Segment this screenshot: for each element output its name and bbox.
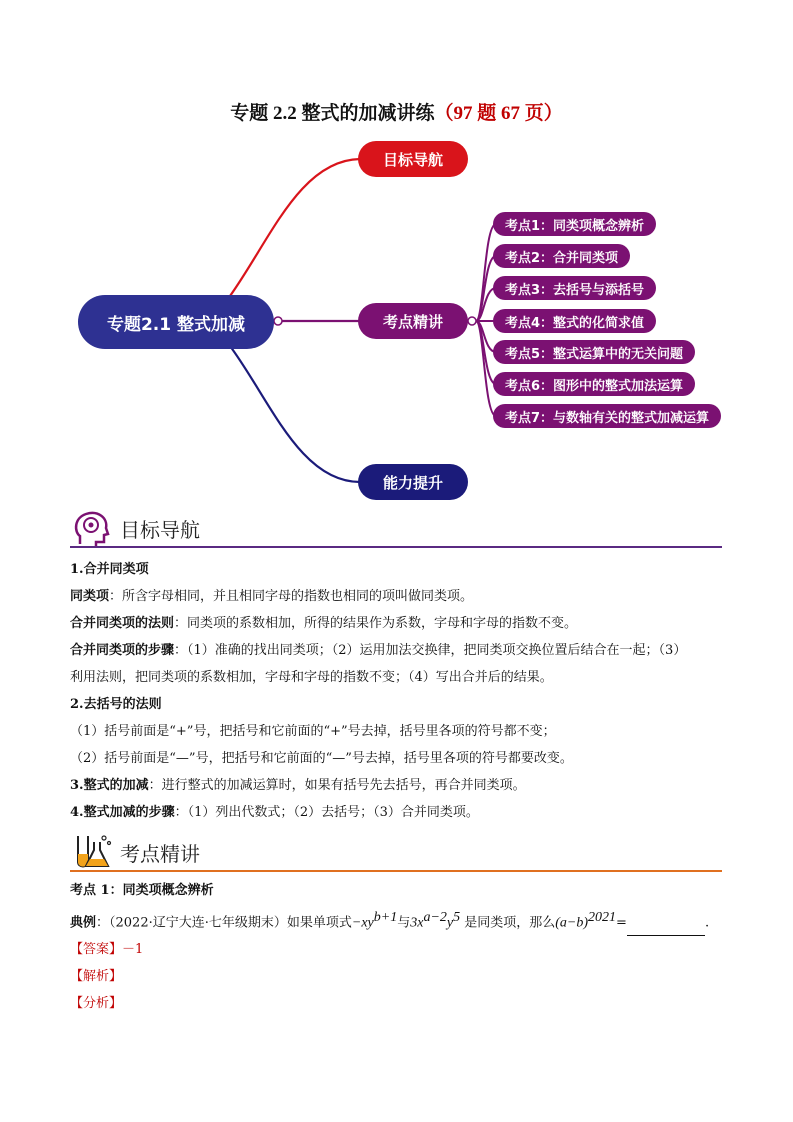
connector-root-branch3 [230,346,360,482]
mindmap-leaf-5: 考点5：整式运算中的无关问题 [493,340,695,364]
points-content [70,877,730,1017]
mindmap-branch-points: 考点精讲 [358,303,468,339]
root-node-dot [274,317,282,325]
connector-root-branch1 [230,159,360,296]
section-points-title: 考点精讲 [120,842,200,866]
section-goal-title: 目标导航 [120,518,200,542]
mindmap-leaf-2: 考点2：合并同类项 [493,244,630,268]
goal-para-4: （1）括号前面是“+”号，把括号和它前面的“+”号去掉，括号里各项的符号都不变； [70,724,556,739]
goal-para-1: 同类项：所含字母相同，并且相同字母的指数也相同的项叫做同类项。 [70,589,474,604]
section-goal-heading [70,508,722,548]
mindmap-root: 专题2.1 整式加减 [78,295,274,349]
section-points-heading [70,832,722,872]
branch2-node-dot [468,317,476,325]
connector-leaf-1 [476,224,496,321]
example-question: 典例：（2022·辽宁大连·七年级期末）如果单项式$-xy^{b+1}$与$3x^{a-2}y^5$ 是同类项，那么$(a-b)^{2021}=$ . [70,904,730,936]
mindmap-branch-goal: 目标导航 [358,141,468,177]
connector-leaf-7 [476,321,496,416]
section-goal-underline [70,546,722,548]
title-count: （97 题 67 页） [434,103,563,124]
goal-para-3: 合并同类项的步骤：（1）准确的找出同类项；（2）运用加法交换律，把同类项交换位置后结合在一起；（3） [70,643,687,658]
goal-para-7: 4.整式加减的步骤：（1）列出代数式；（2）去括号；（3）合并同类项。 [70,805,479,820]
mindmap-leaf-6: 考点6：图形中的整式加法运算 [493,372,695,396]
answer-blank [627,921,705,936]
fenxi-label: 【分析】 [70,996,123,1012]
goal-para-6: 3.整式的加减：进行整式的加减运算时，如果有括号先去括号，再合并同类项。 [70,778,526,793]
mindmap-leaf-3: 考点3：去括号与添括号 [493,276,656,300]
lab-flask-icon [70,832,114,872]
mindmap-leaf-7: 考点7：与数轴有关的整式加减运算 [493,404,721,428]
analysis-label: 【解析】 [70,969,123,985]
answer-line: 【答案】－1 [70,942,144,958]
mindmap-connectors [0,0,793,520]
goal-para-5: （2）括号前面是“—”号，把括号和它前面的“—”号去掉，括号里各项的符号都要改变。 [70,751,573,766]
goal-heading-1: 1.合并同类项 [70,562,149,577]
head-brain-icon [70,508,114,548]
goal-para-3b: 利用法则，把同类项的系数相加，字母和字母的指数不变；（4）写出合并后的结果。 [70,670,553,685]
mindmap-branch-ability: 能力提升 [358,464,468,500]
title-main: 专题 2.2 整式的加减讲练 [230,103,435,124]
point-1-title: 考点 1：同类项概念辨析 [70,883,214,898]
section-points-underline [70,870,722,872]
goal-heading-2: 2.去括号的法则 [70,697,162,712]
goal-para-2: 合并同类项的法则：同类项的系数相加，所得的结果作为系数，字母和字母的指数不变。 [70,616,578,631]
mindmap-leaf-4: 考点4：整式的化简求值 [493,309,656,333]
mindmap-leaf-1: 考点1：同类项概念辨析 [493,212,656,236]
goal-content [70,556,730,826]
